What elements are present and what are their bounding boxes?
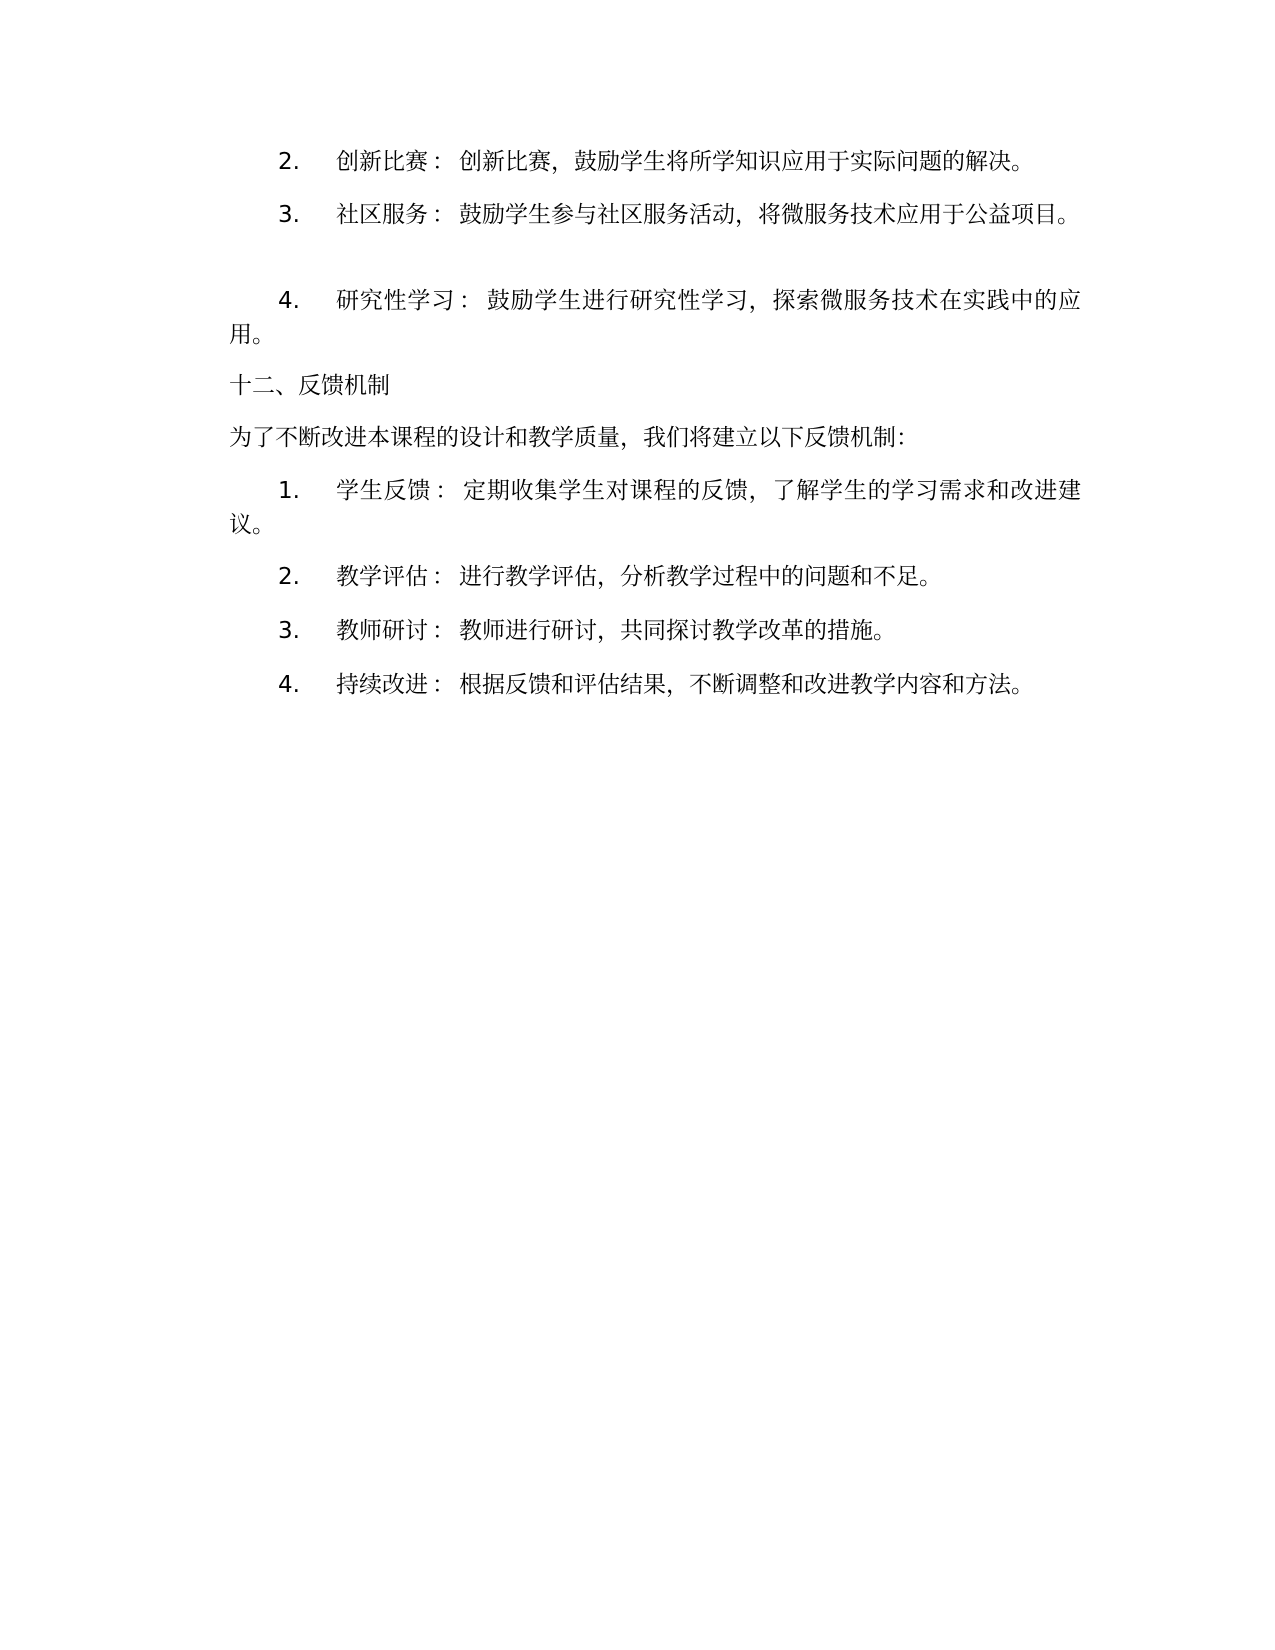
list-item-title: 社区服务 <box>336 202 428 228</box>
list-item-body: 鼓励学生参与社区服务活动，将微服务技术应用于公益项目。 <box>459 202 1080 228</box>
list-item-separator: ： <box>432 672 455 698</box>
list-item <box>229 614 1081 648</box>
list-item-title: 教学评估 <box>336 564 428 590</box>
list-item-number: 4. <box>278 288 300 314</box>
list-item <box>229 198 1081 232</box>
list-item-number: 2. <box>278 149 300 175</box>
list-item <box>229 145 1081 179</box>
list-item-separator: ： <box>459 288 483 314</box>
list-item-body: 教师进行研讨，共同探讨教学改革的措施。 <box>459 618 896 644</box>
list-item-number: 2. <box>278 564 300 590</box>
list-item-number: 4. <box>278 672 300 698</box>
section-heading: 十二、反馈机制 <box>229 373 390 399</box>
list-item-body: 进行教学评估，分析教学过程中的问题和不足。 <box>459 564 942 590</box>
list-item <box>229 474 1081 542</box>
list-item-title: 持续改进 <box>336 672 428 698</box>
list-item-title: 学生反馈 <box>336 478 432 504</box>
list-item-text <box>229 284 1081 352</box>
list-item-title: 创新比赛 <box>336 149 428 175</box>
list-item <box>229 668 1081 702</box>
list-item-text <box>229 145 1081 179</box>
list-item-text <box>229 474 1081 542</box>
list-item-body: 定期收集学生对课程的反馈，了解学生的学习需求和改进建议。 <box>229 478 1082 538</box>
intro-paragraph: 为了不断改进本课程的设计和教学质量，我们将建立以下反馈机制： <box>229 425 919 451</box>
list-item-separator: ： <box>435 478 460 504</box>
list-item-text <box>229 198 1081 232</box>
list-item <box>229 560 1081 594</box>
list-item <box>229 284 1081 352</box>
list-item-separator: ： <box>432 202 455 228</box>
list-item-text <box>229 668 1081 702</box>
list-item-separator: ： <box>432 564 455 590</box>
list-item-text <box>229 614 1081 648</box>
list-item-number: 3. <box>278 618 300 644</box>
list-item-separator: ： <box>432 149 455 175</box>
list-item-title: 研究性学习 <box>336 288 455 314</box>
list-item-body: 根据反馈和评估结果，不断调整和改进教学内容和方法。 <box>459 672 1034 698</box>
list-item-text <box>229 560 1081 594</box>
list-item-body: 创新比赛，鼓励学生将所学知识应用于实际问题的解决。 <box>459 149 1034 175</box>
list-item-body: 鼓励学生进行研究性学习，探索微服务技术在实践中的应用。 <box>229 288 1082 348</box>
list-item-title: 教师研讨 <box>336 618 428 644</box>
list-item-number: 3. <box>278 202 300 228</box>
list-item-separator: ： <box>432 618 455 644</box>
list-item-number: 1. <box>278 478 300 504</box>
